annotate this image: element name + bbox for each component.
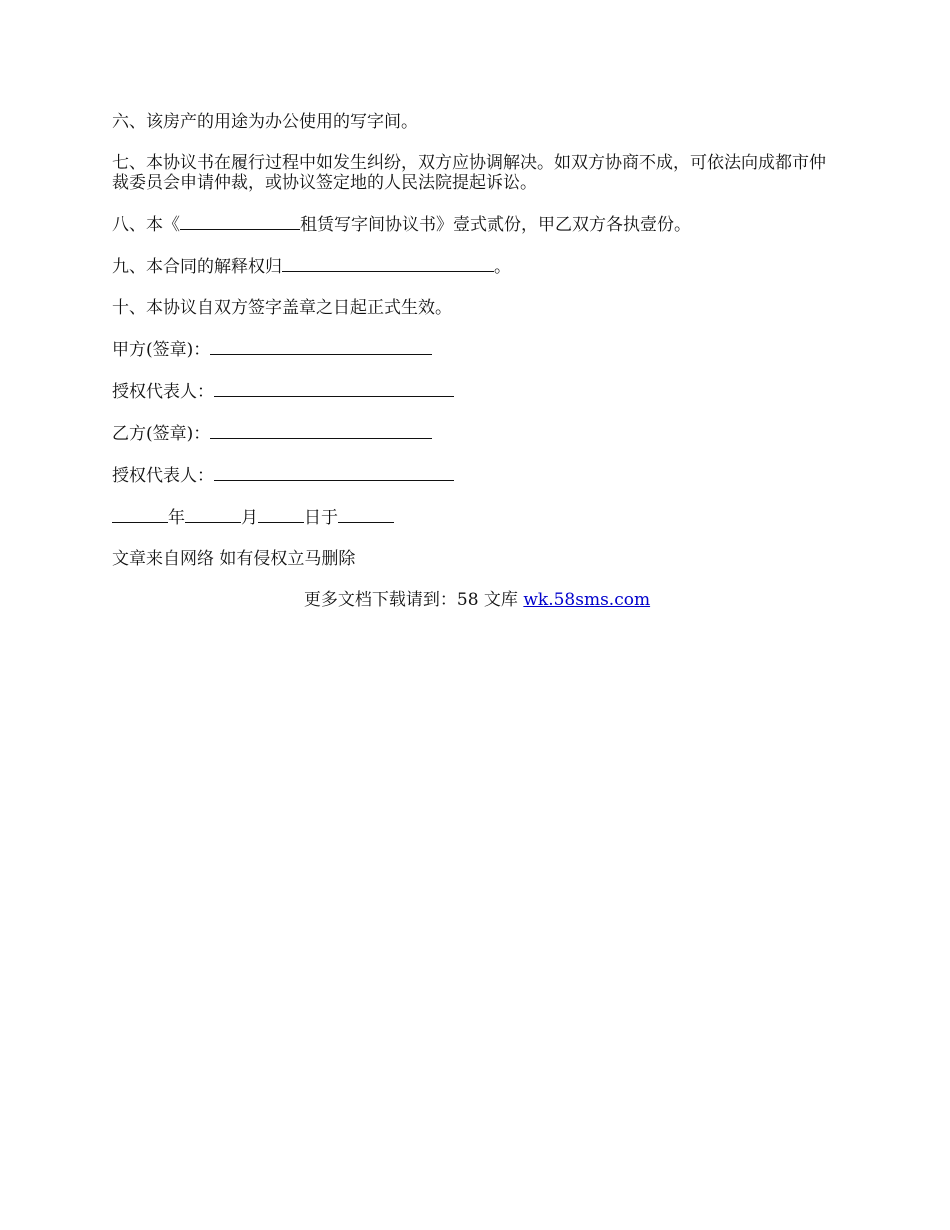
rep-b-label: 授权代表人：	[112, 466, 214, 486]
clause-9-suffix: 。	[494, 257, 511, 277]
party-b-label: 乙方(签章)：	[112, 424, 211, 444]
place-blank	[338, 507, 394, 523]
copyright-note: 文章来自网络 如有侵权立马删除	[112, 549, 356, 569]
day-label: 日于	[304, 508, 338, 528]
year-label: 年	[168, 508, 185, 528]
rep-a-signature-line	[112, 381, 842, 402]
clause-6: 六、该房产的用途为办公使用的写字间。	[112, 112, 418, 132]
rep-a-label: 授权代表人：	[112, 382, 214, 402]
clause-9-prefix: 九、本合同的解释权归	[112, 257, 282, 277]
day-blank	[258, 507, 304, 523]
rep-b-signature-line	[112, 465, 842, 486]
clause-8	[112, 214, 842, 235]
rep-b-blank	[214, 465, 454, 481]
party-a-blank	[210, 339, 432, 355]
month-blank	[185, 507, 241, 523]
interpretation-right-blank	[282, 256, 494, 272]
year-blank	[112, 507, 168, 523]
clause-9	[112, 256, 842, 277]
party-a-signature-line	[112, 339, 842, 360]
clause-8-prefix: 八、本《	[112, 215, 180, 235]
agreement-name-blank	[180, 214, 300, 230]
party-a-label: 甲方(签章)：	[112, 340, 211, 360]
footer-link[interactable]: wk.58sms.com	[523, 590, 651, 610]
month-label: 月	[241, 508, 258, 528]
document-page	[112, 112, 842, 631]
clause-10: 十、本协议自双方签字盖章之日起正式生效。	[112, 298, 452, 318]
clause-7: 七、本协议书在履行过程中如发生纠纷，双方应协调解决。如双方协商不成，可依法向成都市仲裁委员会申请仲裁，或协议签定地的人民法院提起诉讼。	[112, 153, 826, 193]
party-b-signature-line	[112, 423, 842, 444]
download-footer	[112, 590, 842, 610]
clause-8-suffix: 租赁写字间协议书》壹式贰份，甲乙双方各执壹份。	[300, 215, 691, 235]
party-b-blank	[210, 423, 432, 439]
footer-text: 更多文档下载请到：58 文库	[303, 590, 524, 610]
rep-a-blank	[214, 381, 454, 397]
date-line	[112, 507, 842, 528]
